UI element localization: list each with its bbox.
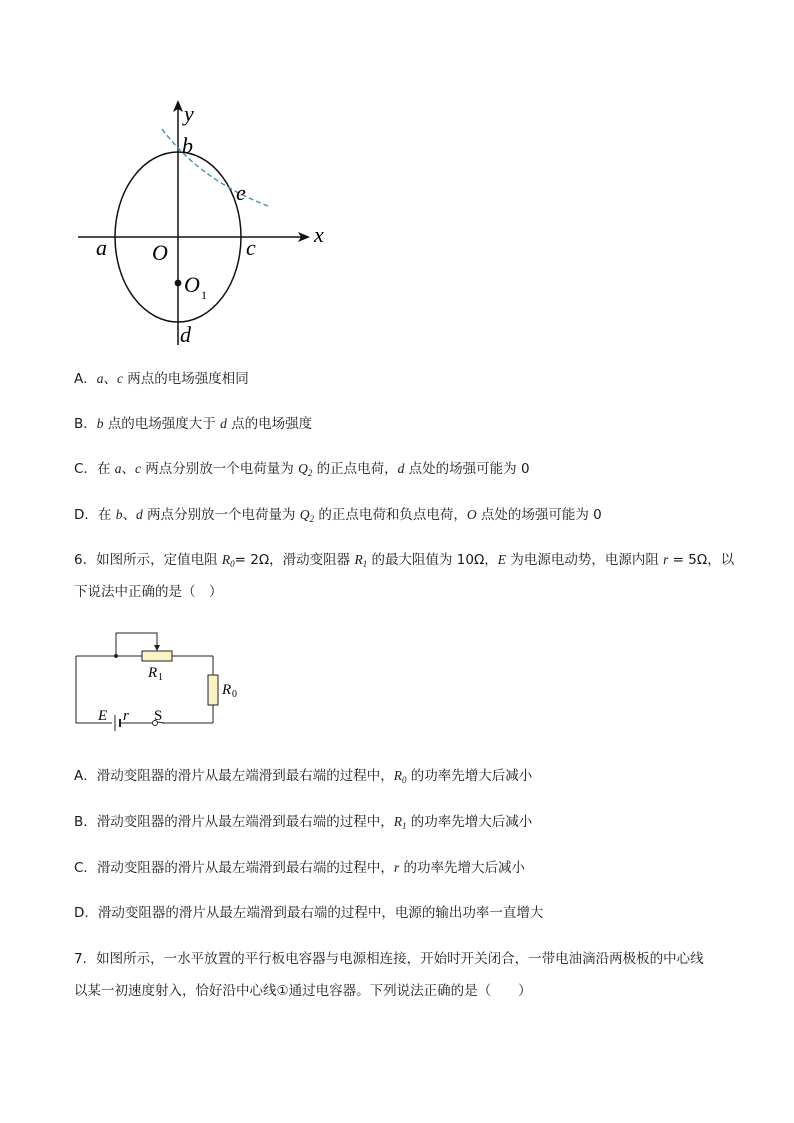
q7-stem-line2: 以某一初速度射入，恰好沿中心线①通过电容器。下列说法正确的是（ ） xyxy=(74,983,532,999)
q6-option-d: D．滑动变阻器的滑片从最左端滑到最右端的过程中，电源的输出功率一直增大 xyxy=(74,905,544,921)
label-d: d xyxy=(180,322,191,347)
junction-dot xyxy=(114,654,118,658)
label-e: e xyxy=(236,180,246,205)
label-r-internal: r xyxy=(123,708,129,724)
label-r0: R xyxy=(222,682,232,698)
label-y: y xyxy=(184,101,194,126)
label-r1-sub: 1 xyxy=(158,672,163,683)
circuit-diagram xyxy=(70,625,250,735)
q5-option-d: D．在 b、d 两点分别放一个电荷量为 $Q_2$ 的正点电荷和负点电荷，O 点处的场强可能为 0 xyxy=(74,507,602,524)
q6-stem-line1: 6．如图所示，定值电阻 $R_0= 2\Omega$，滑动变阻器 $R_1$ 的最大阻值为 10Ω，E 为电源电动势，电源内阻 r = 5Ω，以 xyxy=(74,552,735,569)
label-x: x xyxy=(314,222,324,247)
q6-stem-line2: 下说法中正确的是（ ） xyxy=(74,584,223,600)
label-a: a xyxy=(96,235,107,260)
q5-option-a: A．a、c 两点的电场强度相同 xyxy=(74,371,249,387)
point-o1 xyxy=(175,280,182,287)
q5-option-b: B．b 点的电场强度大于 d 点的电场强度 xyxy=(74,416,313,432)
label-c: c xyxy=(246,235,256,260)
rheostat-r1 xyxy=(142,651,172,661)
q5-option-c: C．在 a、c 两点分别放一个电荷量为 $Q_2$ 的正点电荷，d 点处的场强可能为 0 xyxy=(74,461,530,478)
rheostat-slider-arrow xyxy=(154,645,160,651)
label-r1: R xyxy=(148,665,158,681)
label-s: S xyxy=(154,708,163,724)
label-o1-sub: 1 xyxy=(201,288,207,302)
label-r0-sub: 0 xyxy=(232,689,237,700)
q6-option-a: A．滑动变阻器的滑片从最左端滑到最右端的过程中，$R_0$ 的功率先增大后减小 xyxy=(74,768,533,785)
q7-stem-line1: 7．如图所示，一水平放置的平行板电容器与电源相连接，开始时开关闭合，一带电油滴沿两极板的中心线 xyxy=(74,951,704,967)
figure-ellipse-diagram xyxy=(70,95,340,355)
label-o1: O xyxy=(184,272,200,297)
label-o: O xyxy=(152,240,168,265)
q6-option-c: C．滑动变阻器的滑片从最左端滑到最右端的过程中，r 的功率先增大后减小 xyxy=(74,860,525,876)
label-e-source: E xyxy=(98,708,108,724)
label-b: b xyxy=(182,133,193,158)
q6-option-b: B．滑动变阻器的滑片从最左端滑到最右端的过程中，$R_1$ 的功率先增大后减小 xyxy=(74,814,533,831)
resistor-r0 xyxy=(208,675,218,705)
